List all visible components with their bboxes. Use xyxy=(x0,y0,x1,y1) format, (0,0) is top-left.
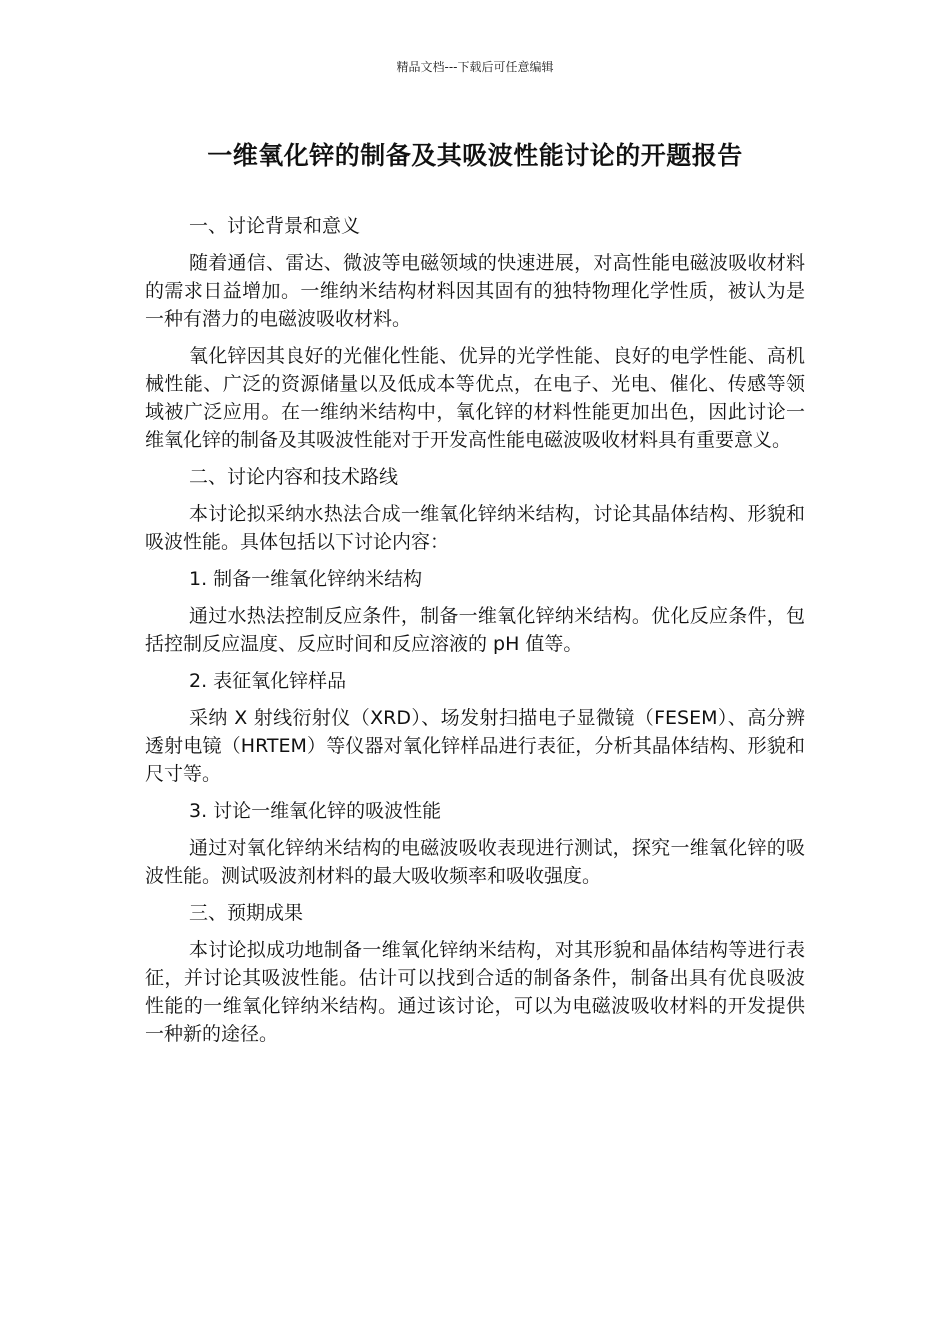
item-heading-absorption: 3. 讨论一维氧化锌的吸波性能 xyxy=(189,800,442,822)
header-note: 精品文档---下载后可任意编辑 xyxy=(396,60,554,74)
paragraph-results: 本讨论拟成功地制备一维氧化锌纳米结构，对其形貌和晶体结构等进行表征，并讨论其吸波性能。估计可以找到合适的制备条件，制备出具有优良吸波性能的一维氧化锌纳米结构。通过该讨论，可以为电磁波吸收材料的开发提供一种新的途径。 xyxy=(145,939,805,1045)
document-title: 一维氧化锌的制备及其吸波性能讨论的开题报告 xyxy=(207,141,743,170)
section-heading-background: 一、讨论背景和意义 xyxy=(189,215,361,237)
paragraph-background-2: 氧化锌因其良好的光催化性能、优异的光学性能、良好的电学性能、高机械性能、广泛的资源储量以及低成本等优点，在电子、光电、催化、传感等领域被广泛应用。在一维纳米结构中，氧化锌的材料性能更加出色，因此讨论一维氧化锌的制备及其吸波性能对于开发高性能电磁波吸收材料具有重要意义。 xyxy=(145,345,805,451)
section-heading-content: 二、讨论内容和技术路线 xyxy=(189,466,399,488)
paragraph-characterization: 采纳 X 射线衍射仪（XRD）、场发射扫描电子显微镜（FESEM）、高分辨透射电镜（HRTEM）等仪器对氧化锌样品进行表征，分析其晶体结构、形貌和尺寸等。 xyxy=(145,707,805,785)
item-heading-preparation: 1. 制备一维氧化锌纳米结构 xyxy=(189,568,423,590)
section-heading-results: 三、预期成果 xyxy=(189,902,304,924)
paragraph-background-1: 随着通信、雷达、微波等电磁领域的快速进展，对高性能电磁波吸收材料的需求日益增加。一维纳米结构材料因其固有的独特物理化学性质，被认为是一种有潜力的电磁波吸收材料。 xyxy=(145,252,805,330)
document-body xyxy=(145,212,805,1057)
paragraph-absorption: 通过对氧化锌纳米结构的电磁波吸收表现进行测试，探究一维氧化锌的吸波性能。测试吸波剂材料的最大吸收频率和吸收强度。 xyxy=(145,837,805,887)
paragraph-preparation: 通过水热法控制反应条件，制备一维氧化锌纳米结构。优化反应条件，包括控制反应温度、反应时间和反应溶液的 pH 值等。 xyxy=(145,605,805,655)
paragraph-content-intro: 本讨论拟采纳水热法合成一维氧化锌纳米结构，讨论其晶体结构、形貌和吸波性能。具体包括以下讨论内容： xyxy=(145,503,805,553)
item-heading-characterization: 2. 表征氧化锌样品 xyxy=(189,670,347,692)
